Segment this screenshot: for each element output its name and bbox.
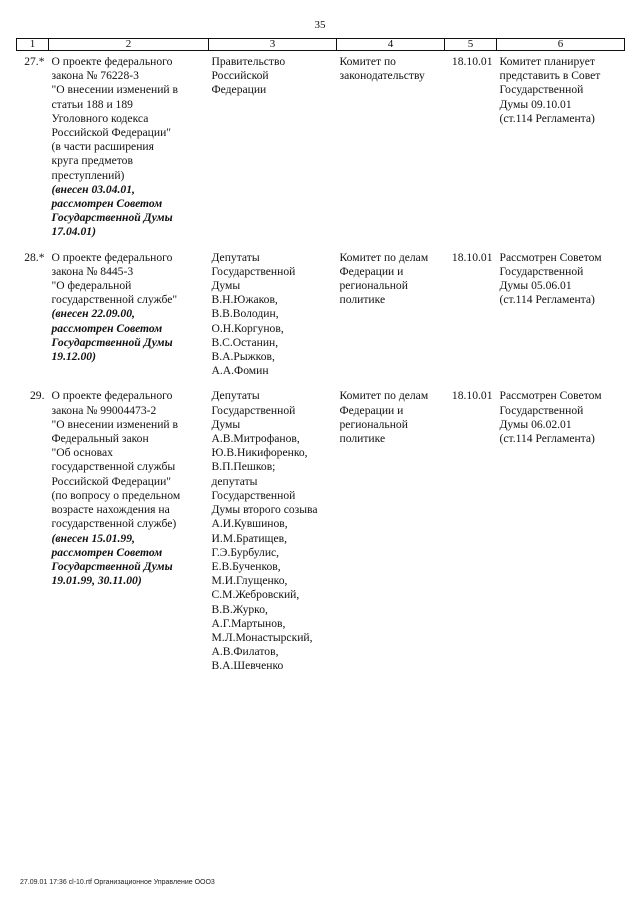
bill-status [497, 240, 625, 379]
author-line: депутаты [211, 474, 258, 488]
status-line: (ст.114 Регламента) [499, 432, 595, 446]
bill-title-line: "О внесении изменений в [51, 83, 179, 97]
author-line: М.Л.Монастырский, [211, 630, 313, 644]
committee-line: законодательству [339, 69, 425, 83]
author-line: В.Н.Южаков, [211, 293, 278, 307]
author-line: Федерации [211, 83, 267, 97]
bill-title [49, 51, 209, 240]
committee-line: Комитет по делам [339, 250, 429, 264]
status-line: (ст.114 Регламента) [499, 293, 595, 307]
table-body [17, 51, 625, 674]
bill-authors [209, 51, 337, 240]
author-line: В.В.Журко, [211, 602, 268, 616]
author-line: Государственной [211, 488, 296, 502]
bills-table [16, 38, 625, 674]
author-line: В.С.Останин, [211, 335, 279, 349]
bill-title-line: "Об основах [51, 446, 113, 460]
committee-line: политике [339, 432, 386, 446]
bill-title-line: "О федеральной [51, 279, 132, 293]
bill-status [497, 378, 625, 673]
status-line: Думы 06.02.01 [499, 417, 572, 431]
bill-note-line: Государственной Думы [51, 335, 173, 349]
status-line: Рассмотрен Советом [499, 389, 602, 403]
author-line: Депутаты [211, 389, 260, 403]
author-line: С.М.Жебровский, [211, 588, 300, 602]
table-row [17, 51, 625, 240]
bill-title-line: О проекте федерального [51, 55, 173, 68]
bill-note-line: (внесен 03.04.01, [51, 182, 135, 196]
committee [337, 378, 445, 673]
author-line: В.А.Шевченко [211, 659, 284, 673]
bill-title-line: закона № 8445-3 [51, 264, 134, 278]
author-line: В.А.Рыжков, [211, 350, 275, 364]
committee-line: региональной [339, 417, 408, 431]
bill-title-line: статьи 188 и 189 [51, 97, 133, 111]
table-row [17, 378, 625, 673]
bill-note-line: Государственной Думы [51, 211, 173, 225]
status-line: представить в Совет [499, 69, 601, 83]
committee [337, 240, 445, 379]
bill-title-line: О проекте федерального [51, 250, 173, 264]
bill-title-line: О проекте федерального [51, 389, 173, 403]
bill-title-line: закона № 99004473-2 [51, 403, 157, 417]
committee-line: Федерации и [339, 264, 404, 278]
bill-title-line: круга предметов [51, 154, 133, 168]
author-line: А.В.Филатов, [211, 645, 279, 659]
print-footer: 27.09.01 17:36 cl-10.rtf Организационное Управление ООО3 [20, 879, 215, 886]
row-number: 27.* [24, 55, 45, 68]
author-line: В.П.Пешков; [211, 460, 276, 474]
bill-note-line: (внесен 22.09.00, [51, 307, 135, 321]
author-line: Думы [211, 417, 241, 431]
status-line: Государственной [499, 83, 584, 97]
bill-title [49, 240, 209, 379]
review-date: 18.10.01 [451, 389, 493, 403]
bill-note-line: 19.12.00) [51, 350, 96, 364]
author-line: Правительство [211, 55, 286, 68]
author-line: А.И.Кувшинов, [211, 517, 288, 531]
bill-note-line: рассмотрен Советом [51, 197, 163, 211]
status-line: Государственной [499, 403, 584, 417]
committee [337, 51, 445, 240]
committee-line: региональной [339, 279, 408, 293]
author-line: Думы второго созыва [211, 503, 318, 517]
column-number: 5 [445, 39, 497, 51]
bill-title-line: (в части расширения [51, 140, 154, 154]
author-line: А.Г.Мартынов, [211, 616, 286, 630]
column-number: 2 [49, 39, 209, 51]
status-line: Думы 05.06.01 [499, 279, 572, 293]
author-line: М.И.Глущенко, [211, 574, 288, 588]
author-line: А.А.Фомин [211, 364, 269, 378]
status-line: Рассмотрен Советом [499, 250, 602, 264]
author-line: А.В.Митрофанов, [211, 432, 300, 446]
bill-note-line: (внесен 15.01.99, [51, 531, 135, 545]
status-line: Государственной [499, 264, 584, 278]
author-line: В.В.Володин, [211, 307, 279, 321]
bill-title-line: преступлений) [51, 168, 125, 182]
bill-title-line: возрасте нахождения на [51, 503, 170, 517]
author-line: Думы [211, 279, 241, 293]
committee-line: Комитет по делам [339, 389, 429, 403]
column-number: 6 [497, 39, 625, 51]
bill-title-line: Уголовного кодекса [51, 111, 149, 125]
bill-status [497, 51, 625, 240]
bill-authors [209, 240, 337, 379]
author-line: Е.В.Бученков, [211, 559, 281, 573]
status-line: (ст.114 Регламента) [499, 111, 595, 125]
bill-title-line: (по вопросу о предельном [51, 488, 181, 502]
bill-note-line: 19.01.99, 30.11.00) [51, 574, 142, 588]
bill-note-line: рассмотрен Советом [51, 321, 163, 335]
status-line: Комитет планирует [499, 55, 595, 68]
status-line: Думы 09.10.01 [499, 97, 572, 111]
bill-note-line: Государственной Думы [51, 559, 173, 573]
bill-note-line: 17.04.01) [51, 225, 96, 239]
page-number: 35 [314, 19, 326, 31]
committee-line: Комитет по [339, 55, 396, 68]
bill-authors [209, 378, 337, 673]
author-line: Российской [211, 69, 269, 83]
bill-title-line: Федеральный закон [51, 432, 149, 446]
bill-title-line: государственной службе" [51, 293, 178, 307]
review-date: 18.10.01 [451, 55, 493, 68]
author-line: И.М.Братищев, [211, 531, 287, 545]
author-line: Государственной [211, 264, 296, 278]
committee-line: Федерации и [339, 403, 404, 417]
bill-note-line: рассмотрен Советом [51, 545, 163, 559]
row-number: 29. [30, 389, 45, 403]
bill-title-line: государственной службе) [51, 517, 177, 531]
column-number: 4 [337, 39, 445, 51]
column-number: 1 [17, 39, 49, 51]
bill-title-line: закона № 76228-3 [51, 69, 139, 83]
table-row [17, 240, 625, 379]
row-number: 28.* [24, 250, 45, 264]
column-number: 3 [209, 39, 337, 51]
author-line: О.Н.Коргунов, [211, 321, 284, 335]
bill-title-line: Российской Федерации" [51, 126, 172, 140]
author-line: Г.Э.Бурбулис, [211, 545, 280, 559]
author-line: Ю.В.Никифоренко, [211, 446, 308, 460]
bill-title-line: государственной службы [51, 460, 176, 474]
column-number-row [17, 39, 625, 51]
author-line: Депутаты [211, 250, 260, 264]
bill-title-line: Российской Федерации" [51, 474, 172, 488]
bill-title-line: "О внесении изменений в [51, 417, 179, 431]
review-date: 18.10.01 [451, 250, 493, 264]
author-line: Государственной [211, 403, 296, 417]
committee-line: политике [339, 293, 386, 307]
bill-title [49, 378, 209, 673]
